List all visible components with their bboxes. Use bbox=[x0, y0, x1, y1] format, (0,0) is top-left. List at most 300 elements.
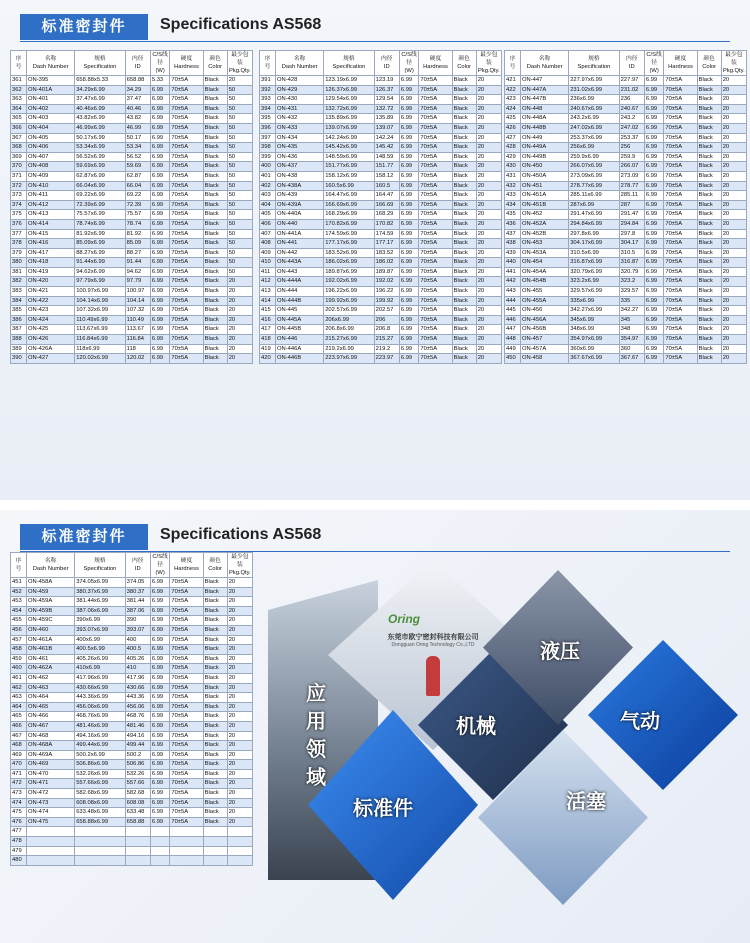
table-cell: Black bbox=[203, 712, 227, 722]
column-header-line: Color bbox=[208, 64, 223, 70]
table-cell: Black bbox=[697, 229, 721, 239]
table-row bbox=[11, 635, 253, 645]
table-cell: Black bbox=[203, 683, 227, 693]
table-row bbox=[11, 162, 253, 172]
table-cell: 75.57 bbox=[125, 210, 150, 220]
table-cell bbox=[75, 827, 125, 837]
table-cell: 151.77x6.99 bbox=[324, 162, 374, 172]
column-header-line: 内径 bbox=[131, 56, 144, 62]
table-cell: 464 bbox=[11, 702, 27, 712]
table-cell: ON-430 bbox=[276, 95, 324, 105]
table-cell: ON-459C bbox=[27, 616, 75, 626]
table-cell: 20 bbox=[476, 296, 501, 306]
table-cell: Black bbox=[452, 315, 476, 325]
table-cell: 20 bbox=[227, 760, 252, 770]
table-cell: 6.99 bbox=[644, 306, 663, 316]
table-cell: 168.29x6.99 bbox=[324, 210, 374, 220]
table-cell: Black bbox=[203, 258, 227, 268]
table-cell: ON-447 bbox=[521, 76, 569, 86]
table-cell: 6.99 bbox=[150, 315, 169, 325]
table-cell: 50.17 bbox=[125, 133, 150, 143]
table-row bbox=[260, 114, 502, 124]
table-cell: 436 bbox=[505, 219, 521, 229]
table-cell: 70±5A bbox=[664, 114, 697, 124]
table-cell: 50 bbox=[227, 162, 252, 172]
table-cell: Black bbox=[203, 654, 227, 664]
table-cell: 70±5A bbox=[170, 654, 203, 664]
table-cell: Black bbox=[203, 104, 227, 114]
spec-table-b bbox=[259, 50, 502, 364]
table-row bbox=[11, 712, 253, 722]
table-cell: 253.37x6.99 bbox=[569, 133, 619, 143]
table-cell: 6.99 bbox=[644, 287, 663, 297]
table-cell: 219.2 bbox=[374, 344, 399, 354]
table-cell: 37.47x6.99 bbox=[75, 95, 125, 105]
table-cell bbox=[75, 846, 125, 856]
column-header-line: 规格 bbox=[94, 558, 106, 564]
table-cell: 469 bbox=[11, 750, 27, 760]
table-cell: 110.49x6.99 bbox=[75, 315, 125, 325]
table-row bbox=[505, 296, 747, 306]
table-cell: 20 bbox=[476, 277, 501, 287]
table-cell: 456.06x6.99 bbox=[75, 702, 125, 712]
column-header-line: 名称 bbox=[44, 558, 57, 564]
table-cell: ON-462A bbox=[27, 664, 75, 674]
table-cell: 371 bbox=[11, 171, 27, 181]
table-cell: 20 bbox=[721, 85, 746, 95]
table-cell: 20 bbox=[476, 335, 501, 345]
table-cell: 50 bbox=[227, 258, 252, 268]
table-cell: 477 bbox=[11, 827, 27, 837]
table-cell: 192.02x6.99 bbox=[324, 277, 374, 287]
table-cell: Black bbox=[452, 296, 476, 306]
table-cell: ON-402 bbox=[27, 104, 75, 114]
table-row bbox=[505, 133, 747, 143]
table-cell: 206 bbox=[374, 315, 399, 325]
table-cell: 291.47 bbox=[619, 210, 644, 220]
table-cell: 247.02x6.99 bbox=[569, 123, 619, 133]
table-row bbox=[505, 152, 747, 162]
table-cell: 370 bbox=[11, 162, 27, 172]
table-cell: 70±5A bbox=[170, 606, 203, 616]
table-row bbox=[260, 354, 502, 364]
table-cell: 557.66 bbox=[125, 779, 150, 789]
table-cell: 20 bbox=[227, 712, 252, 722]
table-cell: ON-408 bbox=[27, 162, 75, 172]
table-cell: 20 bbox=[476, 200, 501, 210]
table-cell: 50 bbox=[227, 114, 252, 124]
table-cell: 70±5A bbox=[664, 76, 697, 86]
table-cell: Black bbox=[203, 306, 227, 316]
table-cell: Black bbox=[452, 248, 476, 258]
table-cell: 70±5A bbox=[170, 95, 203, 105]
table-cell: 56.52 bbox=[125, 152, 150, 162]
table-row bbox=[11, 210, 253, 220]
table-cell: 20 bbox=[476, 258, 501, 268]
table-cell bbox=[203, 827, 227, 837]
table-cell: 70±5A bbox=[419, 306, 452, 316]
table-cell: 240.67 bbox=[619, 104, 644, 114]
table-cell: 456 bbox=[11, 625, 27, 635]
table-cell: 6.99 bbox=[644, 200, 663, 210]
table-cell: 367.67x6.99 bbox=[569, 354, 619, 364]
table-cell: 59.69 bbox=[125, 162, 150, 172]
table-cell: 6.99 bbox=[150, 287, 169, 297]
table-row bbox=[505, 85, 747, 95]
table-cell: 363 bbox=[11, 95, 27, 105]
table-cell: Black bbox=[203, 296, 227, 306]
table-cell: ON-461 bbox=[27, 654, 75, 664]
table-cell: ON-454B bbox=[521, 277, 569, 287]
table-cell: 6.99 bbox=[399, 335, 418, 345]
table-cell: 458 bbox=[11, 645, 27, 655]
table-cell: 6.99 bbox=[644, 123, 663, 133]
table-cell: 206x6.99 bbox=[324, 315, 374, 325]
table-cell: 6.99 bbox=[644, 229, 663, 239]
table-cell: 20 bbox=[476, 219, 501, 229]
table-cell: 6.99 bbox=[150, 731, 169, 741]
table-cell: 373 bbox=[11, 191, 27, 201]
table-row bbox=[260, 277, 502, 287]
table-cell: Black bbox=[203, 133, 227, 143]
table-cell: 20 bbox=[721, 229, 746, 239]
table-cell: 402 bbox=[260, 181, 276, 191]
table-cell: 266.07x6.99 bbox=[569, 162, 619, 172]
table-cell: 189.87x6.99 bbox=[324, 267, 374, 277]
table-cell: ON-455 bbox=[521, 287, 569, 297]
table-cell: 472 bbox=[11, 779, 27, 789]
table-cell: ON-447A bbox=[521, 85, 569, 95]
table-cell: 387 bbox=[11, 325, 27, 335]
table-cell: ON-409 bbox=[27, 171, 75, 181]
table-cell: 70±5A bbox=[170, 635, 203, 645]
table-cell: 390 bbox=[125, 616, 150, 626]
table-cell: ON-452A bbox=[521, 219, 569, 229]
table-cell: 6.99 bbox=[150, 606, 169, 616]
column-header-line: C/S线径 bbox=[646, 52, 662, 66]
table-cell: 70±5A bbox=[170, 219, 203, 229]
table-cell: Black bbox=[203, 95, 227, 105]
table-cell: 70±5A bbox=[664, 191, 697, 201]
table-cell: Black bbox=[452, 277, 476, 287]
table-cell: 20 bbox=[476, 123, 501, 133]
table-cell: 70±5A bbox=[419, 315, 452, 325]
table-cell: 6.99 bbox=[644, 325, 663, 335]
table-cell: 20 bbox=[476, 306, 501, 316]
table-cell: 70±5A bbox=[170, 702, 203, 712]
table-cell: 6.99 bbox=[399, 85, 418, 95]
table-cell: 386 bbox=[11, 315, 27, 325]
table-row bbox=[11, 335, 253, 345]
table-cell: 123.19x6.99 bbox=[324, 76, 374, 86]
table-row bbox=[11, 354, 253, 364]
table-cell: ON-461B bbox=[27, 645, 75, 655]
table-cell: ON-446A bbox=[276, 344, 324, 354]
table-cell: 70±5A bbox=[170, 104, 203, 114]
table-cell: 20 bbox=[227, 789, 252, 799]
table-cell: 6.99 bbox=[150, 817, 169, 827]
table-cell: 70±5A bbox=[170, 354, 203, 364]
table-cell: 410 bbox=[260, 258, 276, 268]
table-cell: Black bbox=[203, 325, 227, 335]
table-cell: 297.8x6.99 bbox=[569, 229, 619, 239]
table-cell: 6.99 bbox=[644, 181, 663, 191]
table-row bbox=[11, 277, 253, 287]
table-cell: 199.92x6.99 bbox=[324, 296, 374, 306]
table-cell: Black bbox=[203, 578, 227, 588]
column-header bbox=[170, 553, 203, 578]
table-cell: 6.99 bbox=[399, 162, 418, 172]
table-cell: 206.8x6.99 bbox=[324, 325, 374, 335]
table-cell: 429 bbox=[505, 152, 521, 162]
column-header bbox=[125, 553, 150, 578]
table-cell: 50 bbox=[227, 229, 252, 239]
table-cell: Black bbox=[697, 248, 721, 258]
table-cell: 6.99 bbox=[150, 721, 169, 731]
table-cell: 430.66 bbox=[125, 683, 150, 693]
table-cell: 414 bbox=[260, 296, 276, 306]
table-cell: 342.27 bbox=[619, 306, 644, 316]
table-cell: 362 bbox=[11, 85, 27, 95]
table-cell: ON-401 bbox=[27, 95, 75, 105]
column-header-line: C/S线径 bbox=[401, 52, 417, 66]
table-cell: Black bbox=[203, 248, 227, 258]
table-row bbox=[11, 817, 253, 827]
column-header-line: 规格 bbox=[343, 56, 355, 62]
table-cell bbox=[170, 837, 203, 847]
table-cell bbox=[203, 846, 227, 856]
table-cell: 459 bbox=[11, 654, 27, 664]
column-header-line: ID bbox=[134, 64, 141, 70]
table-cell: 388 bbox=[11, 335, 27, 345]
table-cell: Black bbox=[203, 721, 227, 731]
table-cell: 183.52 bbox=[374, 248, 399, 258]
table-cell: Black bbox=[203, 760, 227, 770]
table-cell: ON-415 bbox=[27, 229, 75, 239]
column-header-line: Specification bbox=[332, 64, 366, 70]
table-cell: 393.07x6.99 bbox=[75, 625, 125, 635]
table-row bbox=[260, 123, 502, 133]
table-cell: 69.22 bbox=[125, 191, 150, 201]
table-row bbox=[260, 248, 502, 258]
table-cell: 400 bbox=[260, 162, 276, 172]
table-cell: 481.46x6.99 bbox=[75, 721, 125, 731]
table-cell: Black bbox=[452, 152, 476, 162]
table-cell: 506.86 bbox=[125, 760, 150, 770]
table-row bbox=[505, 306, 747, 316]
table-cell: 466 bbox=[11, 721, 27, 731]
table-cell: 438 bbox=[505, 239, 521, 249]
table-cell: 70±5A bbox=[664, 344, 697, 354]
table-cell: ON-429 bbox=[276, 85, 324, 95]
column-header-line: (W) bbox=[155, 68, 165, 74]
table-cell: Black bbox=[452, 210, 476, 220]
table-cell: 582.68 bbox=[125, 789, 150, 799]
column-header-line: 硬度 bbox=[674, 56, 687, 62]
table-cell: 75.57x6.99 bbox=[75, 210, 125, 220]
table-cell: 452 bbox=[11, 587, 27, 597]
table-cell: 70±5A bbox=[170, 229, 203, 239]
table-cell: 145.42 bbox=[374, 143, 399, 153]
table-cell: 20 bbox=[721, 76, 746, 86]
table-cell: ON-412 bbox=[27, 200, 75, 210]
table-cell: 385 bbox=[11, 306, 27, 316]
table-cell: Black bbox=[452, 325, 476, 335]
table-row bbox=[505, 143, 747, 153]
table-cell: ON-454 bbox=[521, 258, 569, 268]
table-cell: 6.99 bbox=[150, 344, 169, 354]
table-row bbox=[11, 344, 253, 354]
table-cell: Black bbox=[203, 597, 227, 607]
table-cell: 658.88 bbox=[125, 76, 150, 86]
table-cell: Black bbox=[452, 76, 476, 86]
table-cell bbox=[170, 827, 203, 837]
table-cell: ON-421 bbox=[27, 287, 75, 297]
table-cell bbox=[27, 827, 75, 837]
table-cell: 97.79 bbox=[125, 277, 150, 287]
table-cell: ON-439A bbox=[276, 200, 324, 210]
column-header bbox=[11, 51, 27, 76]
table-cell: 243.2 bbox=[619, 114, 644, 124]
table-cell: 6.99 bbox=[399, 152, 418, 162]
table-row bbox=[505, 248, 747, 258]
table-cell: Black bbox=[697, 267, 721, 277]
table-cell: 400.5x6.99 bbox=[75, 645, 125, 655]
table-cell: 400 bbox=[125, 635, 150, 645]
table-cell: 70±5A bbox=[170, 335, 203, 345]
table-cell: 81.92x6.99 bbox=[75, 229, 125, 239]
table-cell: 6.99 bbox=[150, 635, 169, 645]
table-cell: 43.82 bbox=[125, 114, 150, 124]
table-cell: 94.62 bbox=[125, 267, 150, 277]
table-cell: 20 bbox=[227, 798, 252, 808]
table-cell: ON-449B bbox=[521, 152, 569, 162]
table-cell: ON-468A bbox=[27, 741, 75, 751]
table-cell: 475 bbox=[11, 808, 27, 818]
table-cell: 297.8 bbox=[619, 229, 644, 239]
table-cell: 20 bbox=[227, 741, 252, 751]
table-cell: 231.02 bbox=[619, 85, 644, 95]
table-cell: Black bbox=[697, 315, 721, 325]
table-cell: Black bbox=[697, 258, 721, 268]
table-row bbox=[260, 287, 502, 297]
table-row bbox=[11, 827, 253, 837]
column-header-line: 规格 bbox=[94, 56, 106, 62]
table-row bbox=[11, 191, 253, 201]
table-cell: 113.67x6.99 bbox=[75, 325, 125, 335]
table-cell: 70±5A bbox=[419, 219, 452, 229]
table-row bbox=[260, 239, 502, 249]
table-cell: 70±5A bbox=[170, 162, 203, 172]
table-cell: 20 bbox=[476, 325, 501, 335]
table-cell: 70±5A bbox=[664, 171, 697, 181]
table-cell: 70±5A bbox=[419, 95, 452, 105]
table-cell: ON-432 bbox=[276, 114, 324, 124]
table-cell: Black bbox=[452, 133, 476, 143]
table-cell: 186.02 bbox=[374, 258, 399, 268]
table-cell: 70±5A bbox=[170, 200, 203, 210]
table-row bbox=[505, 171, 747, 181]
table-cell: 46.99 bbox=[125, 123, 150, 133]
table-cell: ON-451A bbox=[521, 191, 569, 201]
table-cell: 396 bbox=[260, 123, 276, 133]
table-cell: 405.26 bbox=[125, 654, 150, 664]
table-cell: 40.46 bbox=[125, 104, 150, 114]
company-logo: Oring bbox=[388, 612, 420, 626]
table-cell: 499.44 bbox=[125, 741, 150, 751]
table-cell: 20 bbox=[721, 315, 746, 325]
table-cell: 377 bbox=[11, 229, 27, 239]
column-header bbox=[75, 51, 125, 76]
table-row bbox=[260, 315, 502, 325]
table-cell: 408 bbox=[260, 239, 276, 249]
table-cell: 70±5A bbox=[170, 344, 203, 354]
table-cell: 20 bbox=[227, 587, 252, 597]
table-cell: 6.99 bbox=[150, 654, 169, 664]
table-cell: 62.87x6.99 bbox=[75, 171, 125, 181]
table-cell: 70±5A bbox=[419, 287, 452, 297]
table-cell bbox=[170, 846, 203, 856]
table-cell: 20 bbox=[476, 210, 501, 220]
spec-table-d bbox=[10, 552, 253, 866]
column-header-line: 最少包装 bbox=[231, 52, 249, 66]
table-row bbox=[260, 210, 502, 220]
table-row bbox=[505, 287, 747, 297]
table-cell: 70±5A bbox=[170, 750, 203, 760]
table-cell: ON-459B bbox=[27, 606, 75, 616]
table-row bbox=[11, 258, 253, 268]
table-cell: 462 bbox=[11, 683, 27, 693]
table-cell: 70±5A bbox=[170, 760, 203, 770]
table-cell: 113.67 bbox=[125, 325, 150, 335]
table-cell: 70±5A bbox=[664, 200, 697, 210]
table-cell: 20 bbox=[227, 769, 252, 779]
table-cell: Black bbox=[203, 779, 227, 789]
table-cell: 126.37 bbox=[374, 85, 399, 95]
table-cell: 6.99 bbox=[150, 210, 169, 220]
table-cell: 50 bbox=[227, 152, 252, 162]
table-cell: 70±5A bbox=[664, 162, 697, 172]
table-cell: ON-466 bbox=[27, 712, 75, 722]
table-cell: Black bbox=[697, 85, 721, 95]
table-cell: ON-467 bbox=[27, 721, 75, 731]
table-cell: 20 bbox=[476, 354, 501, 364]
table-cell: Black bbox=[203, 673, 227, 683]
table-cell: 192.02 bbox=[374, 277, 399, 287]
table-cell: 243.2x6.99 bbox=[569, 114, 619, 124]
table-cell: 20 bbox=[476, 229, 501, 239]
table-row bbox=[505, 354, 747, 364]
table-cell: 410 bbox=[125, 664, 150, 674]
table-cell: 70±5A bbox=[170, 85, 203, 95]
table-cell: Black bbox=[203, 750, 227, 760]
table-cell bbox=[203, 856, 227, 866]
table-row bbox=[505, 191, 747, 201]
table-cell: 70±5A bbox=[664, 325, 697, 335]
table-cell: Black bbox=[697, 200, 721, 210]
table-cell: ON-441 bbox=[276, 239, 324, 249]
table-row bbox=[260, 306, 502, 316]
table-cell: 412 bbox=[260, 277, 276, 287]
table-cell: 20 bbox=[227, 817, 252, 827]
table-cell: 6.99 bbox=[150, 191, 169, 201]
table-cell: 69.22x6.99 bbox=[75, 191, 125, 201]
table-cell bbox=[125, 837, 150, 847]
table-row bbox=[11, 296, 253, 306]
table-row bbox=[260, 200, 502, 210]
table-cell: Black bbox=[203, 616, 227, 626]
table-cell: 56.52x6.99 bbox=[75, 152, 125, 162]
